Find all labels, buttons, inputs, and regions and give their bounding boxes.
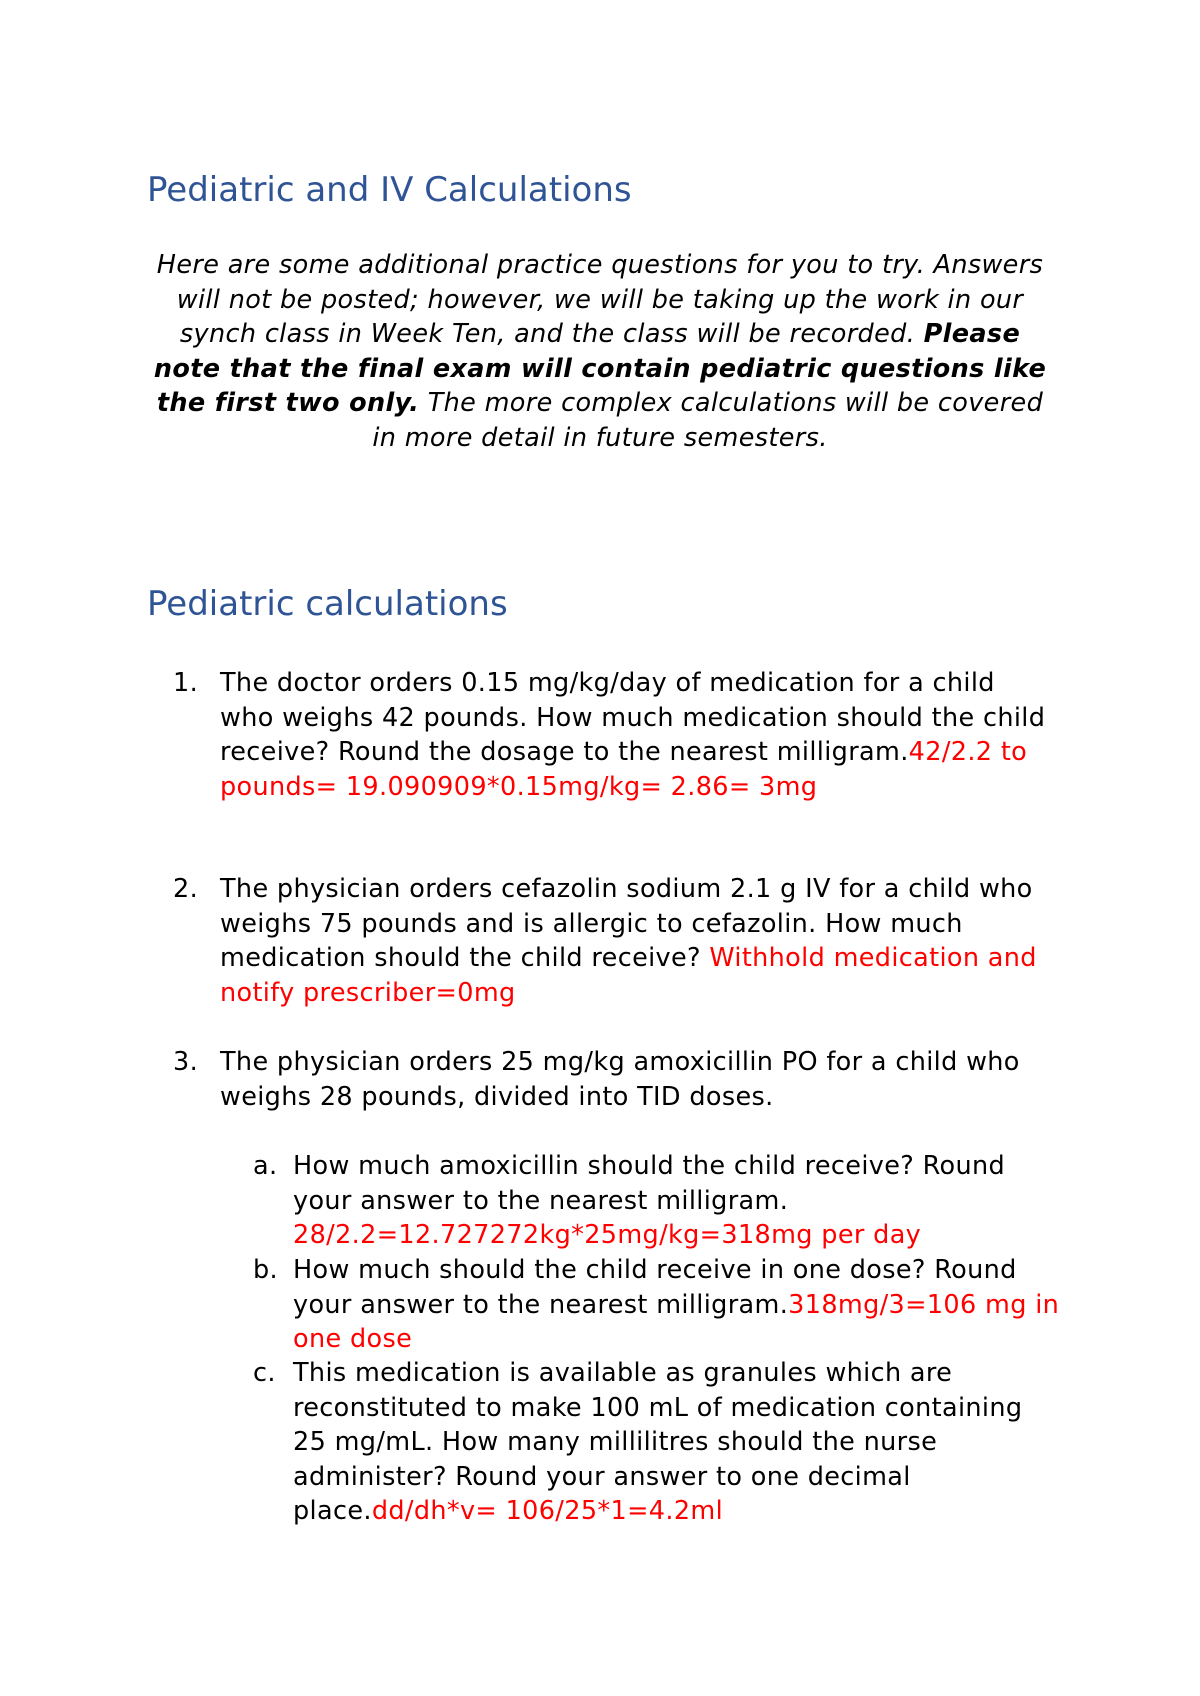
question-number: 2. [173,874,199,904]
subquestion-text: How much should the child receive in one dose? Round your answer to the nearest milligram. [293,1255,1017,1320]
document-title: Pediatric and IV Calculations [147,170,632,210]
intro-text: Here are some additional practice questions for you to try. Answers will not be posted; however, we will be taking up the work in our synch class in Week Ten, and the class will be recorded. [156,250,1044,349]
subquestion-text: How much amoxicillin should the child receive? Round your answer to the nearest milligram. [293,1151,1006,1216]
question-answer: Withhold medication and notify prescriber=0mg [220,943,1037,1008]
section-title: Pediatric calculations [147,584,508,624]
question-text: The physician orders 25 mg/kg amoxicillin PO for a child who weighs 28 pounds, divided into TID doses. [220,1047,1020,1112]
subquestion-b [253,1253,1063,1357]
question-2 [173,872,1050,1010]
intro-tail: The more complex calculations will be covered in more detail in future semesters. [372,388,1044,453]
question-3 [173,1045,1050,1114]
subquestion-letter: c. [253,1358,276,1388]
question-answer: 42/2.2 to pounds= 19.090909*0.15mg/kg= 2.86= 3mg [220,737,1028,802]
subquestion-a [253,1149,1063,1253]
question-1 [173,666,1050,804]
subquestion-answer: 28/2.2=12.727272kg*25mg/kg=318mg per day [293,1220,922,1250]
subquestion-letter: a. [253,1151,278,1181]
subquestion-answer: 318mg/3=106 mg in one dose [293,1289,1060,1354]
question-text: The doctor orders 0.15 mg/kg/day of medication for a child who weighs 42 pounds. How much medication should the child receive? Round the dosage to the nearest milligram. [220,668,1046,767]
question-number: 1. [173,668,199,698]
subquestion-text: This medication is available as granules which are reconstituted to make 100 mL of medication containing 25 mg/mL. How many millilitres should the nurse administer? Round your answer to one decimal place. [293,1358,1023,1526]
intro-bold-note: Please note that the final exam will contain pediatric questions like the first two only. [153,319,1047,418]
subquestion-c [253,1356,1063,1529]
question-number: 3. [173,1047,199,1077]
intro-paragraph [150,248,1050,455]
subquestion-answer: dd/dh*v= 106/25*1=4.2ml [371,1496,724,1526]
subquestion-letter: b. [253,1255,278,1285]
question-text: The physician orders cefazolin sodium 2.1 g IV for a child who weighs 75 pounds and is allergic to cefazolin. How much medication should the child receive? [220,874,1033,973]
